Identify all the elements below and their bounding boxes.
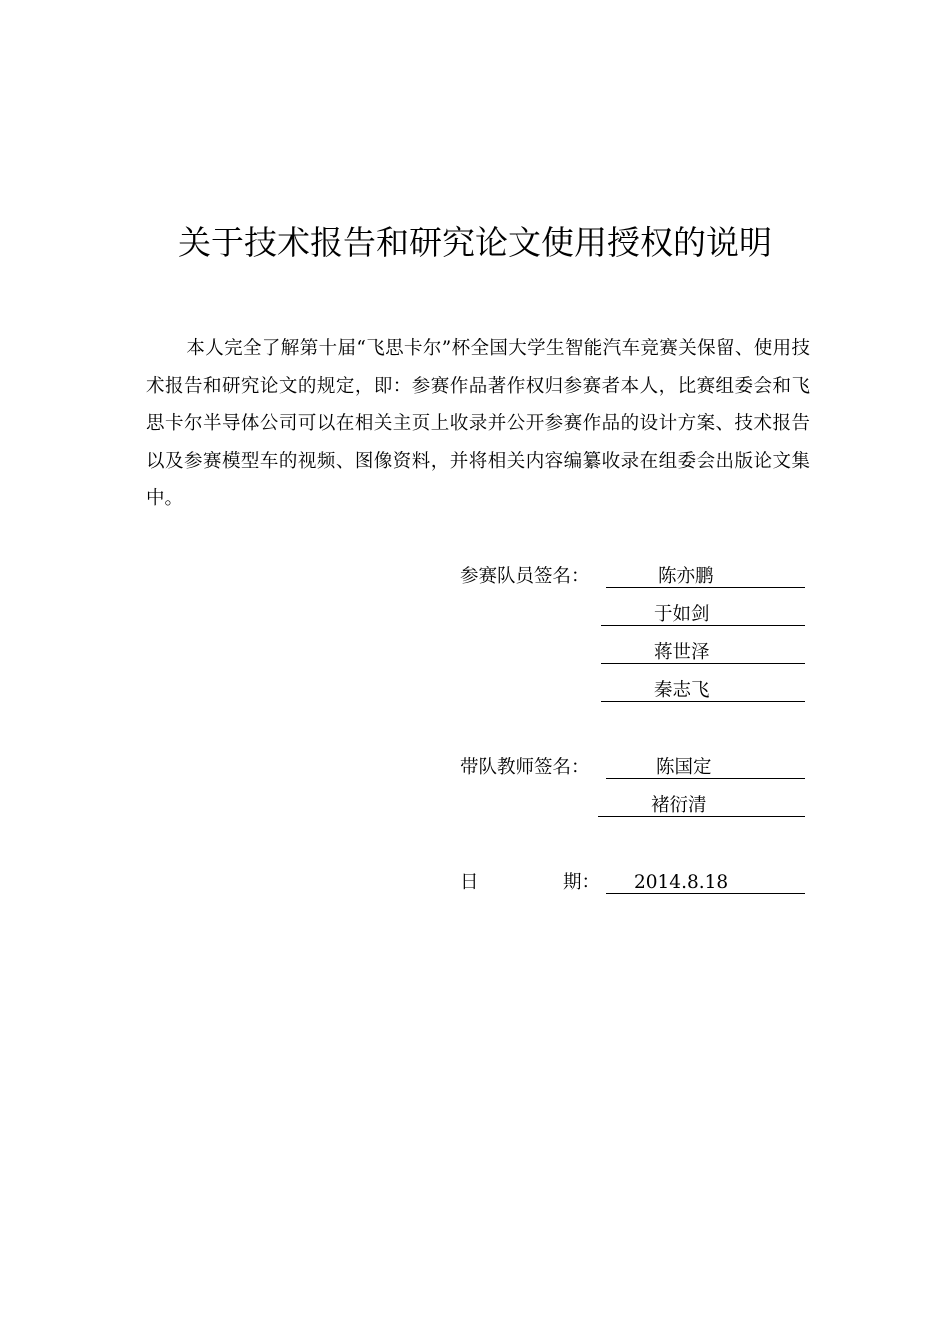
- advisor-name: 褚衍清: [651, 795, 707, 816]
- advisor-signature-line-2: [598, 794, 805, 817]
- team-signature-line-4: [601, 679, 805, 702]
- team-signature-label: 参赛队员签名：: [460, 566, 590, 587]
- date-value: 2014.8.18: [634, 872, 729, 893]
- authorization-paragraph: [146, 330, 810, 518]
- advisor-signature-label: 带队教师签名：: [460, 757, 590, 778]
- team-member-name: 陈亦鹏: [658, 566, 714, 587]
- advisor-name: 陈国定: [656, 757, 712, 778]
- team-signature-line-3: [601, 641, 805, 664]
- team-member-name: 蒋世泽: [654, 642, 710, 663]
- team-signature-line-2: [601, 603, 805, 626]
- team-member-name: 于如剑: [654, 604, 710, 625]
- paragraph-text: 本人完全了解第十届“飞思卡尔”杯全国大学生智能汽车竞赛关保留、使用技术报告和研究论文的规定，即：参赛作品著作权归参赛者本人，比赛组委会和飞思卡尔半导体公司可以在相关主页上收录并公开参赛作品的设计方案、技术报告以及参赛模型车的视频、图像资料，并将相关内容编纂收录在组委会出版论文集中。: [146, 338, 810, 509]
- date-label-day: 日: [460, 872, 479, 893]
- page-title: 关于技术报告和研究论文使用授权的说明: [178, 223, 772, 262]
- team-signature-line-1: [606, 565, 805, 588]
- team-member-name: 秦志飞: [654, 680, 710, 701]
- date-line: [606, 871, 805, 894]
- advisor-signature-line-1: [606, 756, 805, 779]
- date-label-period: 期：: [563, 872, 601, 893]
